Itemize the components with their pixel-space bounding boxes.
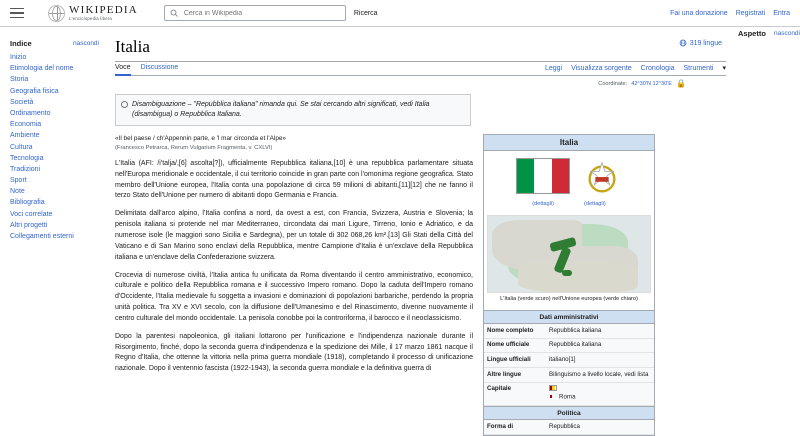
infobox-symbols xyxy=(484,151,654,200)
list-item[interactable] xyxy=(10,211,99,218)
donate-link[interactable]: Fai una donazione xyxy=(670,9,728,17)
sidebar-item-economia[interactable]: Economia xyxy=(10,121,42,129)
epigraph xyxy=(115,134,473,152)
infobox xyxy=(483,134,655,436)
list-item[interactable] xyxy=(10,88,99,95)
row-value[interactable]: italiano[1] xyxy=(549,355,576,363)
appearance-panel xyxy=(738,27,800,412)
language-icon xyxy=(679,39,687,47)
epigraph-attribution: (Francesco Petrarca, Rerum Vulgarium Fragmenta, v. CXLVI) xyxy=(115,144,273,151)
row-value: Repubblica xyxy=(549,422,580,430)
lock-icon: 🔒 xyxy=(676,79,686,88)
appearance-header xyxy=(738,29,800,38)
sidebar-item-sport[interactable]: Sport xyxy=(10,177,27,185)
hamburger-icon[interactable] xyxy=(10,6,26,20)
table-row xyxy=(484,324,654,339)
wikipedia-logo[interactable] xyxy=(48,5,138,22)
tab-leggi[interactable]: Leggi xyxy=(544,64,563,72)
row-value: Repubblica italiana xyxy=(549,326,602,334)
table-of-contents xyxy=(0,27,105,412)
toc-header xyxy=(10,39,99,48)
paragraph-2: Delimitata dall'arco alpino, l'Italia confina a nord, da ovest a est, con Francia, Svizzera, Austria e Slovenia; la penisola italiana si protende nel mar Mediterraneo, circondata dai mari Ligure, Tirreno, Ionio e Adriatico, e da numerose isole (le maggiori sono Sicilia e Sardegna), per un totale di 302 068,26 km².[13] Gli Stati della Città del Vaticano e di San Marino sono enclavi della Repubblica, mentre Campione d'Italia è un'exclave della Repubblica italiana e un'enclave della Confederazione svizzera. xyxy=(115,210,473,261)
search-icon xyxy=(170,9,178,17)
list-item[interactable] xyxy=(10,177,99,184)
article-columns xyxy=(115,134,726,436)
sidebar-item-tecnologia[interactable]: Tecnologia xyxy=(10,154,44,162)
page-body xyxy=(0,27,800,430)
table-row xyxy=(484,353,654,368)
list-item[interactable] xyxy=(10,76,99,83)
coordinates-value[interactable]: 42°30'N 12°30'E xyxy=(631,80,673,87)
language-selector-button[interactable] xyxy=(675,37,726,49)
paragraph-1: L'Italia (AFI: /i'talja/,[6] ascolta[?]), ufficialmente Repubblica italiana,[10] è una repubblica parlamentare situata nell'Europa meridionale e occidentale, il cui territorio coincide in gran parte con l'omonima regione geografica. Stato membro dell'Unione europea, l'Italia conta una popolazione di circa 59 milioni di abitanti,[11][12] che ne fanno il terzo Stato dell'Unione per numero di abitanti dopo Germania e Francia. xyxy=(115,159,473,200)
coordinates-row xyxy=(115,79,726,88)
register-link[interactable]: Registrati xyxy=(735,9,766,17)
article-tabs xyxy=(115,64,726,76)
row-key: Nome completo xyxy=(487,326,534,334)
list-item[interactable] xyxy=(10,166,99,173)
appearance-hide-button[interactable]: nascondi xyxy=(773,30,800,37)
toc-title: Indice xyxy=(10,39,32,48)
sidebar-item-etimologia[interactable]: Etimologia del nome xyxy=(10,65,74,73)
list-item[interactable] xyxy=(10,54,99,61)
list-item[interactable] xyxy=(10,99,99,106)
italy-emblem xyxy=(582,158,622,198)
article-content xyxy=(105,27,738,430)
sidebar-item-ordinamento[interactable]: Ordinamento xyxy=(10,109,51,117)
sidebar-item-societa[interactable]: Società xyxy=(10,98,34,106)
sidebar-item-bibliografia[interactable]: Bibliografia xyxy=(10,199,45,207)
sidebar-item-ambiente[interactable]: Ambiente xyxy=(10,132,40,140)
infobox-symbol-captions xyxy=(484,200,654,212)
map-caption: L'Italia (verde scuro) nell'Unione europea (verde chiaro) xyxy=(487,293,651,308)
row-key: Capitale xyxy=(487,385,512,393)
tab-visualizza-sorgente[interactable]: Visualizza sorgente xyxy=(571,64,632,72)
tab-strumenti[interactable]: Strumenti xyxy=(683,64,714,72)
disambiguation-hatnote xyxy=(115,94,471,126)
toc-list xyxy=(10,54,99,240)
tab-voce[interactable]: Voce xyxy=(115,64,131,76)
sidebar-item-storia[interactable]: Storia xyxy=(10,76,29,84)
row-value[interactable] xyxy=(546,383,654,405)
toc-hide-button[interactable]: nascondi xyxy=(72,40,99,47)
logo-tagline: L'enciclopedia libera xyxy=(69,15,113,21)
tab-discussione[interactable]: Discussione xyxy=(140,64,179,71)
infobox-title: Italia xyxy=(484,135,654,151)
list-item[interactable] xyxy=(10,144,99,151)
list-item[interactable] xyxy=(10,199,99,206)
list-item[interactable] xyxy=(10,222,99,229)
sidebar-item-tradizioni[interactable]: Tradizioni xyxy=(10,165,41,173)
emblem-details-link[interactable]: (dettagli) xyxy=(584,201,606,208)
rome-flag-icon xyxy=(549,385,557,391)
search-button[interactable]: Ricerca xyxy=(353,9,378,17)
table-row xyxy=(484,420,654,435)
sidebar-item-inizio[interactable]: Inizio xyxy=(10,54,27,61)
language-count-label: 319 lingue xyxy=(689,39,722,47)
article-text xyxy=(115,134,473,436)
row-value: Repubblica italiana xyxy=(549,341,602,349)
row-key: Altre lingue xyxy=(487,370,522,378)
coordinates-label: Coordinate: xyxy=(598,80,628,87)
list-item[interactable] xyxy=(10,233,99,240)
flag-details-link[interactable]: (dettagli) xyxy=(532,201,554,208)
table-row xyxy=(484,339,654,354)
list-item[interactable] xyxy=(10,155,99,162)
paragraph-3: Crocevia di numerose civiltà, l'Italia antica fu unificata da Roma diventando il centro amministrativo, economico, culturale e politico della Repubblica romana e il successivo Impero romano. Dopo la caduta dell'Impero romano d'Occidente, l'Italia medievale fu soggetta a invasioni e dominazioni di popolazioni barbariche, perdendo la propria unità politica. Tra XV e XVI secolo, con la diffusione dell'Umanesimo e del Rinascimento, divenne nuovamente il centro culturale del mondo occidentale. La penisola conobbe poi la controriforma, il barocco e il neoclassicismo. xyxy=(115,271,473,322)
italy-flag xyxy=(516,158,570,194)
epigraph-text: «Il bel paese / ch'Appennin parte, e 'l mar circonda et l'Alpe» xyxy=(115,135,286,143)
sidebar-item-cultura[interactable]: Cultura xyxy=(10,143,33,151)
row-value[interactable]: Bilinguismo a livello locale, vedi lista xyxy=(549,370,649,378)
list-item[interactable] xyxy=(10,132,99,139)
sidebar-item-geografia-fisica[interactable]: Geografia fisica xyxy=(10,87,59,95)
table-row xyxy=(484,383,654,406)
disambiguation-icon xyxy=(121,101,128,108)
paragraph-4: Dopo la parentesi napoleonica, gli italiani lottarono per l'unificazione e l'indipendenza nazionale durante il Risorgimento, finché, dopo la seconda guerra d'indipendenza e la spedizione dei Mille, il 17 marzo 1861 nacque il Regno d'Italia, che ottenne la vittoria nella prima guerra mondiale (1918), completando il processo di unificazione nazionale. Dopo il ventennio fascista (1922-1943), la seconda guerra mondiale e la definitiva guerra di xyxy=(115,332,473,373)
infobox-section-dati-amministrativi: Dati amministrativi xyxy=(484,310,654,324)
appearance-title: Aspetto xyxy=(738,29,766,38)
row-key: Lingue ufficiali xyxy=(487,355,531,363)
list-item[interactable] xyxy=(10,110,99,117)
header-links xyxy=(670,10,790,17)
list-item[interactable] xyxy=(10,188,99,195)
site-header xyxy=(0,0,800,27)
list-item[interactable] xyxy=(10,121,99,128)
list-item[interactable] xyxy=(10,65,99,72)
row-key: Forma di xyxy=(487,422,514,430)
sidebar-item-altri-progetti[interactable]: Altri progetti xyxy=(10,221,48,229)
login-link[interactable]: Entra xyxy=(773,9,790,17)
chevron-down-icon[interactable]: ▾ xyxy=(722,65,726,72)
sidebar-item-voci-correlate[interactable]: Voci correlate xyxy=(10,210,53,218)
infobox-section-politica: Politica xyxy=(484,406,654,420)
hatnote-text: Disambiguazione – "Repubblica italiana" rimanda qui. Se stai cercando altri significati, vedi Italia (disambigua) o Repubblica Italiana. xyxy=(132,101,430,119)
logo-wordmark: WIKIPEDIA xyxy=(69,3,138,16)
globe-icon xyxy=(48,5,65,22)
sidebar-item-note[interactable]: Note xyxy=(10,188,25,196)
page-title: Italia xyxy=(115,37,726,62)
locator-map-image xyxy=(487,215,651,293)
search-input[interactable] xyxy=(182,9,340,18)
search-box[interactable] xyxy=(164,5,346,21)
capital-name: Roma xyxy=(559,393,576,401)
table-row xyxy=(484,368,654,383)
row-key: Nome ufficiale xyxy=(487,341,530,349)
tab-cronologia[interactable]: Cronologia xyxy=(640,64,675,72)
sidebar-item-collegamenti-esterni[interactable]: Collegamenti esterni xyxy=(10,233,74,240)
infobox-map xyxy=(484,212,654,310)
